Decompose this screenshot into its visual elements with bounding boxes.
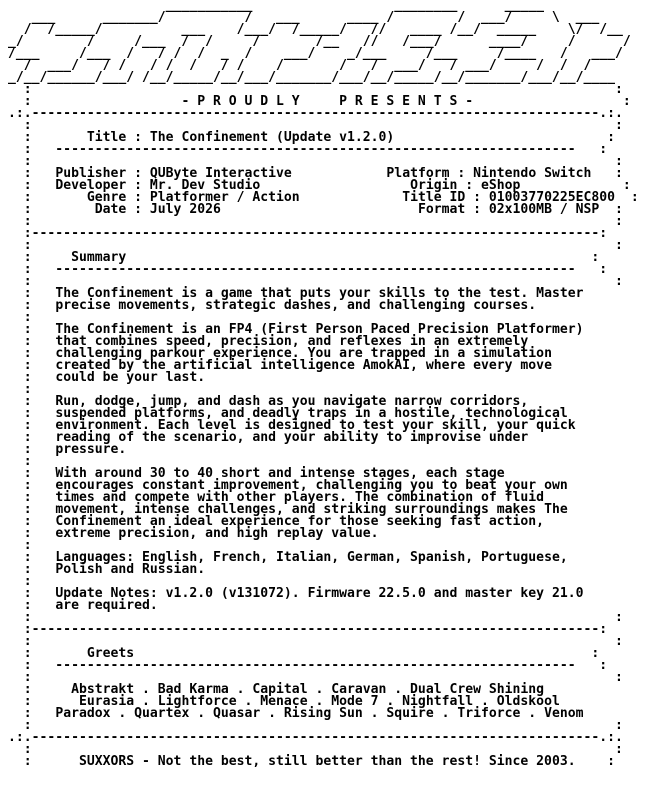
- genre-field: Genre : Platformer / Action: [55, 190, 300, 205]
- summary-line: : The Confinement is a game that puts your skills to the test. Master: [8, 286, 584, 301]
- summary-text: Confinement an ideal experience for those seeking fast action,: [55, 514, 545, 529]
- summary-text: that combines speed, precision, and reflexes in an extremely: [55, 334, 529, 349]
- title-id-field: Title ID : 01003770225EC800: [402, 190, 616, 205]
- frame-line: : :: [8, 214, 623, 229]
- info-row: : Date : July 2026 Format : 02x100MB / NSP :: [8, 202, 623, 217]
- frame-line: : :: [8, 670, 623, 685]
- logo-art-line: ___________ ________ _____: [8, 0, 545, 13]
- origin-field: Origin : eShop: [394, 178, 521, 193]
- summary-line: : Confinement an ideal experience for those seeking fast action,: [8, 514, 545, 529]
- summary-text: are required.: [55, 598, 158, 613]
- summary-text: Polish and Russian.: [55, 562, 206, 577]
- summary-line: : encourages constant improvement, challenging you to beat your own: [8, 478, 568, 493]
- footer-row: : SUXXORS - Not the best, still better than the rest! Since 2003. :: [8, 754, 616, 769]
- summary-line: : pressure.: [8, 442, 127, 457]
- frame-line: : :: [8, 610, 623, 625]
- info-row: : Genre : Platformer / Action Title ID : 01003770225EC800 :: [8, 190, 639, 205]
- summary-line: : are required.: [8, 598, 158, 613]
- game-title: Title : The Confinement (Update v1.2.0): [86, 130, 395, 145]
- summary-line: : precise movements, strategic dashes, and challenging courses.: [8, 298, 537, 313]
- info-row: : Publisher : QUByte Interactive Platform : Nintendo Switch :: [8, 166, 623, 181]
- greets-text: Eurasia . Lightforce . Menace . Mode 7 . Nightfall . Oldskool: [55, 694, 560, 709]
- banner: : - P R O U D L Y P R E S E N T S - :: [8, 94, 631, 109]
- logo-art-line: / /_____/ ___ /___/ /_____/ // ____ /__/ _____ \/ /__: [8, 22, 623, 37]
- frame-line: .:.------------------------------------------------------------------------.:.: [8, 106, 623, 121]
- date-field: Date : July 2026: [55, 202, 221, 217]
- greets-heading: Greets: [86, 646, 135, 661]
- frame-line: :------------------------------------------------------------------------:: [8, 622, 608, 637]
- summary-line: : reading of the scenario, and your ability to improvise under: [8, 430, 529, 445]
- summary-text: could be your last.: [55, 370, 206, 385]
- frame-line: : :: [8, 82, 623, 97]
- summary-text: Update Notes: v1.2.0 (v131072). Firmware 22.5.0 and master key 21.0: [55, 586, 584, 601]
- greets-text: Abstrakt . Bad Karma . Capital . Caravan . Dual Crew Shining: [55, 682, 545, 697]
- summary-line: :: [8, 454, 56, 469]
- summary-text: Languages: English, French, Italian, German, Spanish, Portuguese,: [55, 550, 568, 565]
- summary-line: :: [8, 382, 56, 397]
- summary-line: : times and compete with other players. The combination of fluid: [8, 490, 545, 505]
- summary-text: suspended platforms, and deadly traps in a hostile, technological: [55, 406, 568, 421]
- greets-text: Paradox . Quartex . Quasar . Rising Sun . Squire . Triforce . Venom: [55, 706, 584, 721]
- summary-line: : extreme precision, and high replay value.: [8, 526, 379, 541]
- summary-line: : created by the artificial intelligence AmokAI, where every move: [8, 358, 552, 373]
- summary-line: : suspended platforms, and deadly traps in a hostile, technological: [8, 406, 568, 421]
- frame-line: : :: [8, 154, 623, 169]
- section-heading-row: : Summary :: [8, 250, 600, 265]
- divider: : ------------------------------------------------------------------ :: [8, 262, 608, 277]
- summary-text: reading of the scenario, and your ability to improvise under: [55, 430, 529, 445]
- summary-text: challenging parkour experience. You are trapped in a simulation: [55, 346, 552, 361]
- summary-line: : With around 30 to 40 short and intense stages, each stage: [8, 466, 505, 481]
- summary-line: :: [8, 574, 56, 589]
- platform-field: Platform : Nintendo Switch: [386, 166, 592, 181]
- summary-text: The Confinement is an FP4 (First Person Paced Precision Platformer): [55, 322, 584, 337]
- summary-line: :: [8, 538, 56, 553]
- summary-line: : The Confinement is an FP4 (First Person Paced Precision Platformer): [8, 322, 584, 337]
- frame-line: : :: [8, 742, 623, 757]
- summary-text: The Confinement is a game that puts your skills to the test. Master: [55, 286, 584, 301]
- summary-text: With around 30 to 40 short and intense stages, each stage: [55, 466, 505, 481]
- frame-line: :------------------------------------------------------------------------:: [8, 226, 608, 241]
- frame-line: : :: [8, 238, 623, 253]
- title-row: : Title : The Confinement (Update v1.2.0) :: [8, 130, 616, 145]
- summary-line: : Polish and Russian.: [8, 562, 206, 577]
- logo-art-line: ___ _______/ / ___ ____ / / ___/ \ ___: [8, 10, 600, 25]
- logo-art-line: _/ / /___ / / / /__ // /___/ ____/ / /: [8, 34, 631, 49]
- summary-text: encourages constant improvement, challenging you to beat your own: [55, 478, 568, 493]
- frame-line: : :: [8, 718, 623, 733]
- logo-art-line: /___ /___ / / / / _ / ___/ _/___ /___ /____ / ___/: [8, 46, 623, 61]
- footer-tagline: SUXXORS - Not the best, still better than the rest! Since 2003.: [78, 754, 576, 769]
- summary-line: : Update Notes: v1.2.0 (v131072). Firmware 22.5.0 and master key 21.0: [8, 586, 584, 601]
- frame-line: : :: [8, 274, 623, 289]
- banner-text: - P R O U D L Y P R E S E N T S -: [181, 94, 474, 109]
- frame-line: .:.------------------------------------------------------------------------.:.: [8, 730, 623, 745]
- divider: : ------------------------------------------------------------------ :: [8, 658, 608, 673]
- summary-text: precise movements, strategic dashes, and challenging courses.: [55, 298, 537, 313]
- greets-line: : Eurasia . Lightforce . Menace . Mode 7 . Nightfall . Oldskool: [8, 694, 560, 709]
- summary-line: : challenging parkour experience. You are trapped in a simulation: [8, 346, 552, 361]
- summary-line: : Languages: English, French, Italian, German, Spanish, Portuguese,: [8, 550, 568, 565]
- summary-line: : movement, intense challenges, and striking surroundings makes The: [8, 502, 568, 517]
- summary-text: movement, intense challenges, and striking surroundings makes The: [55, 502, 568, 517]
- developer-field: Developer : Mr. Dev Studio: [55, 178, 261, 193]
- divider: : ------------------------------------------------------------------ :: [8, 142, 608, 157]
- summary-text: environment. Each level is designed to test your skill, your quick: [55, 418, 576, 433]
- summary-line: : that combines speed, precision, and reflexes in an extremely: [8, 334, 529, 349]
- summary-text: created by the artificial intelligence AmokAI, where every move: [55, 358, 552, 373]
- greets-line: : Paradox . Quartex . Quasar . Rising Sun . Squire . Triforce . Venom: [8, 706, 584, 721]
- logo-art-line: _/__/______/___/ /__/_____/__/___/_______/___/__/_____/__/_______/___/__/____: [8, 70, 615, 85]
- frame-line: : :: [8, 634, 623, 649]
- summary-text: Run, dodge, jump, and dash as you navigate narrow corridors,: [55, 394, 529, 409]
- summary-heading: Summary: [71, 250, 127, 265]
- section-heading-row: : Greets :: [8, 646, 600, 661]
- summary-line: :: [8, 310, 56, 325]
- greets-line: : Abstrakt . Bad Karma . Capital . Caravan . Dual Crew Shining: [8, 682, 545, 697]
- format-field: Format : 02x100MB / NSP: [402, 202, 600, 217]
- logo-art-line: / ___/ / / / / / / / / / / ___/ / ___/ / / /: [8, 58, 592, 73]
- publisher-field: Publisher : QUByte Interactive: [55, 166, 292, 181]
- summary-text: times and compete with other players. The combination of fluid: [55, 490, 545, 505]
- summary-text: extreme precision, and high replay value.: [55, 526, 379, 541]
- info-row: : Developer : Mr. Dev Studio Origin : eShop :: [8, 178, 631, 193]
- frame-line: : :: [8, 118, 623, 133]
- summary-line: : could be your last.: [8, 370, 206, 385]
- summary-line: : Run, dodge, jump, and dash as you navigate narrow corridors,: [8, 394, 529, 409]
- summary-line: : environment. Each level is designed to test your skill, your quick: [8, 418, 576, 433]
- summary-text: pressure.: [55, 442, 127, 457]
